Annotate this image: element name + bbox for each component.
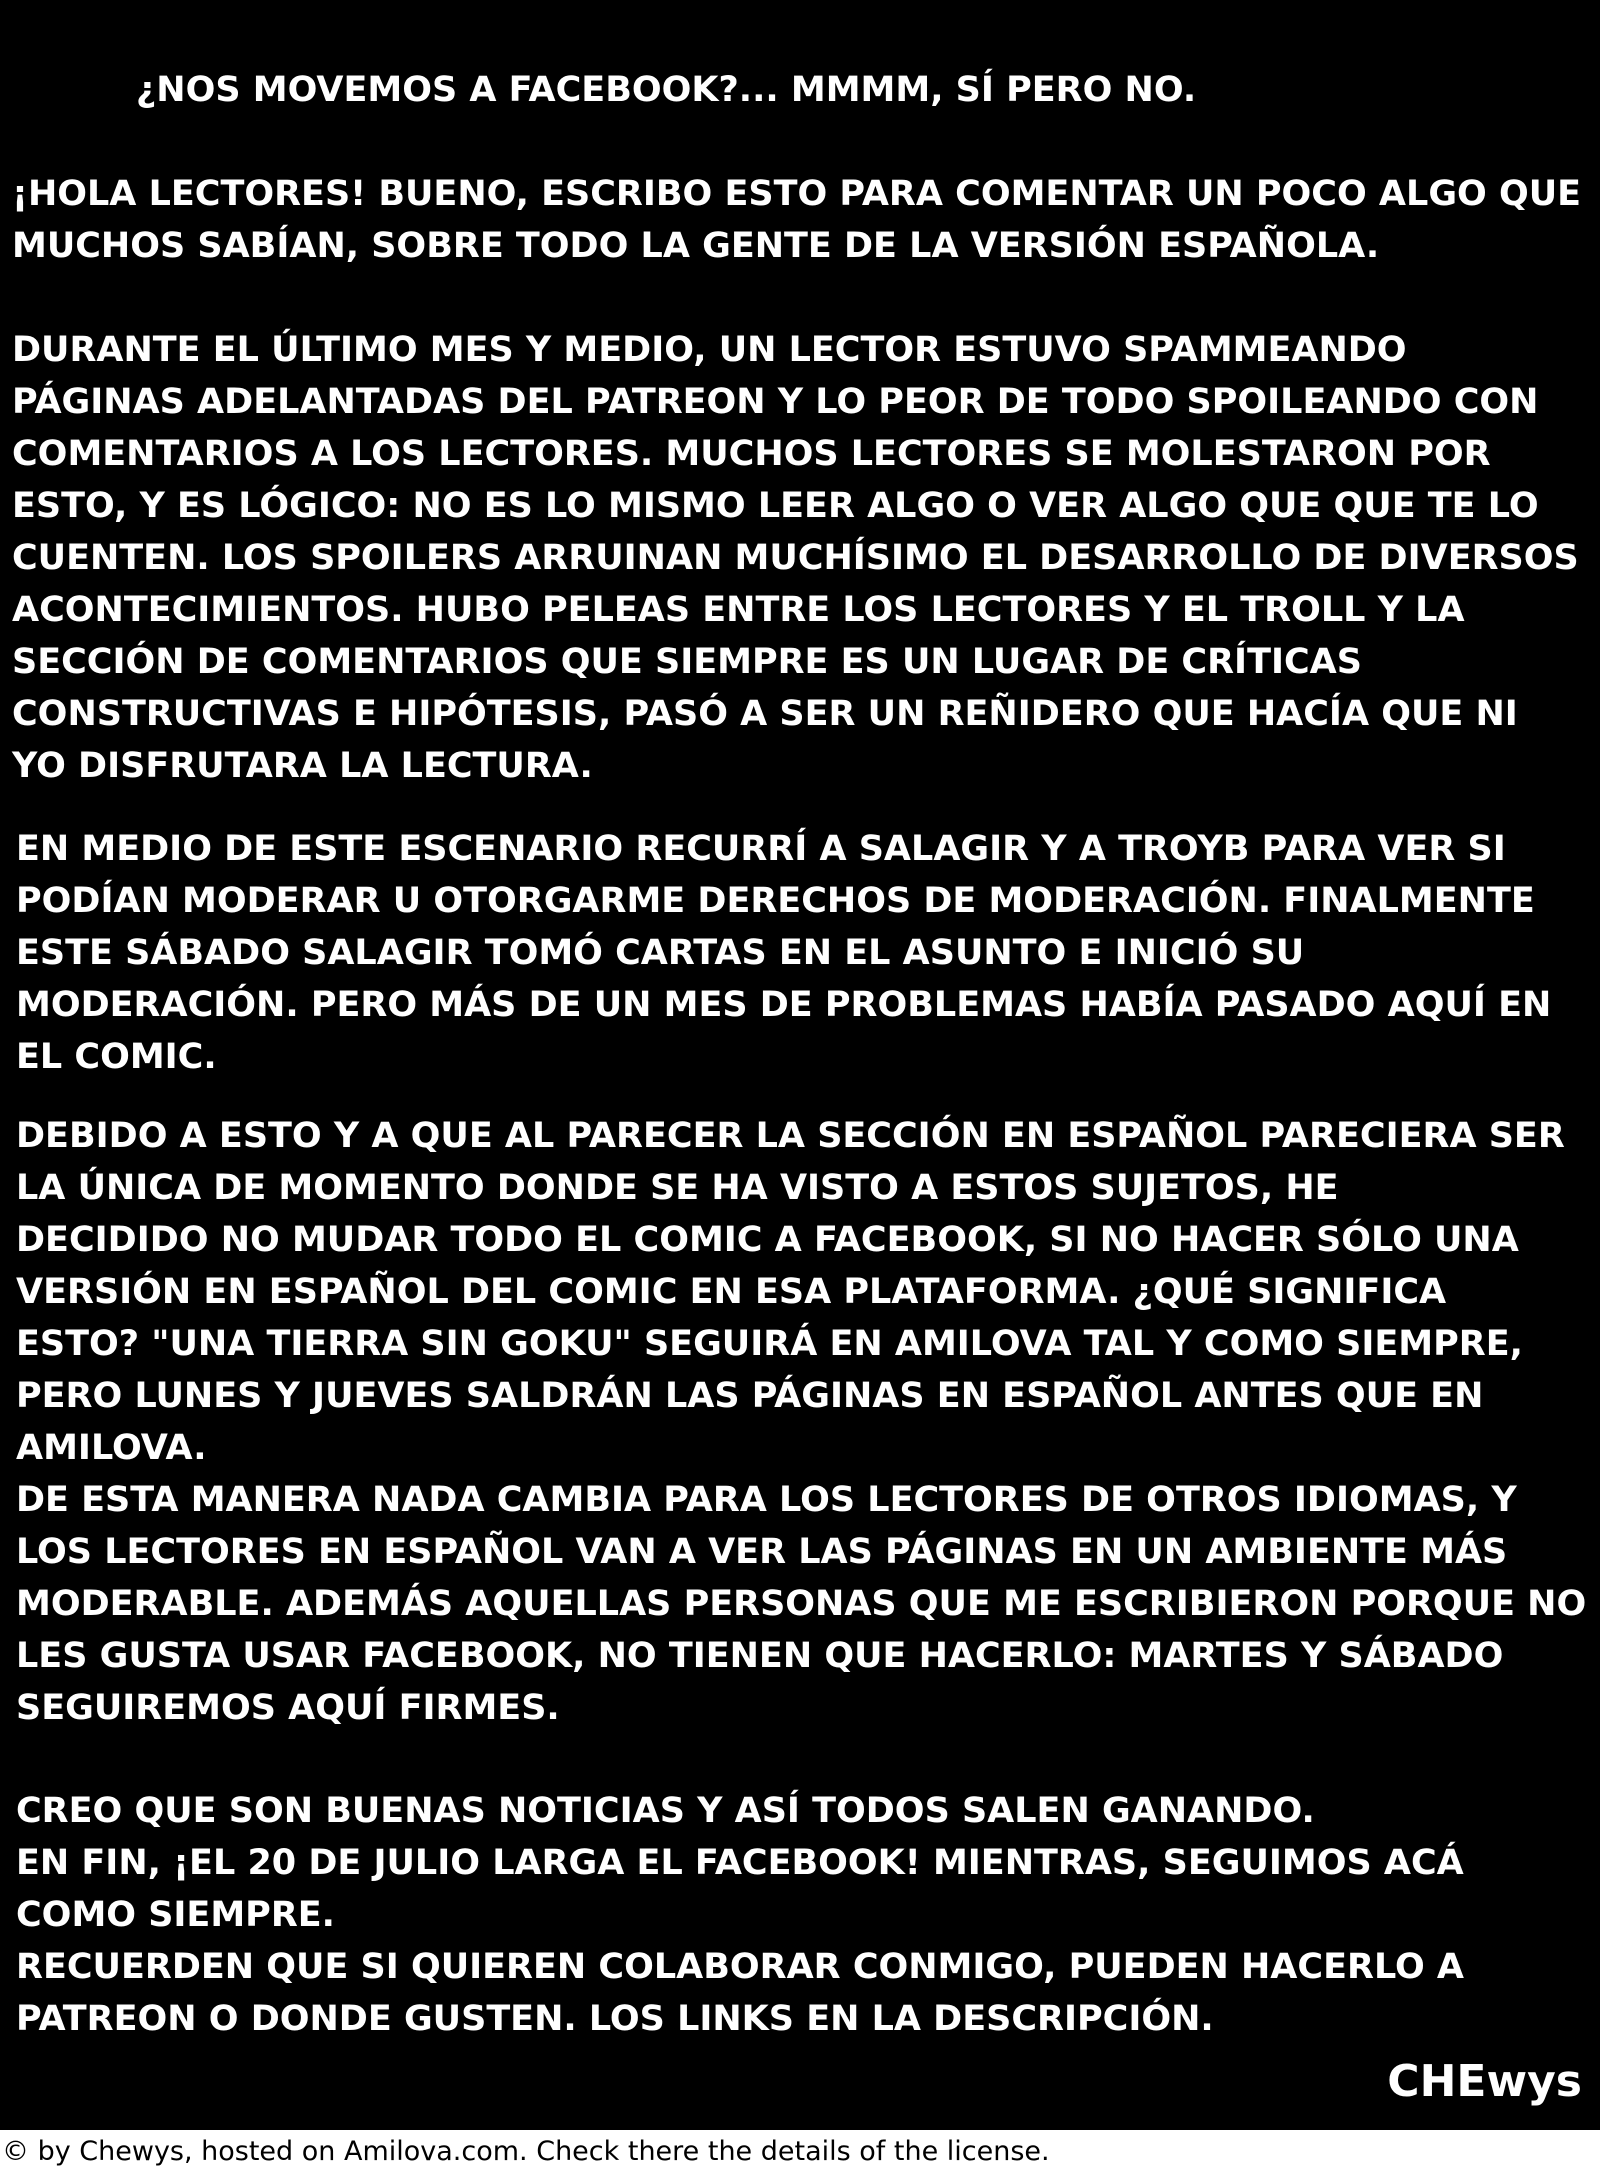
text-line: CREO QUE SON BUENAS NOTICIAS Y ASÍ TODOS SALEN GANANDO. <box>16 1791 1315 1831</box>
text-line: ¡HOLA LECTORES! BUENO, ESCRIBO ESTO PARA COMENTAR UN POCO ALGO QUE <box>12 174 1582 214</box>
text-line: CONSTRUCTIVAS E HIPÓTESIS, PASÓ A SER UN REÑIDERO QUE HACÍA QUE NI <box>12 694 1518 734</box>
text-line: LA ÚNICA DE MOMENTO DONDE SE HA VISTO A ESTOS SUJETOS, HE <box>16 1168 1339 1208</box>
text-line: MODERABLE. ADEMÁS AQUELLAS PERSONAS QUE ME ESCRIBIERON PORQUE NO <box>16 1584 1587 1624</box>
text-line: EL COMIC. <box>16 1037 217 1077</box>
text-line: MUCHOS SABÍAN, SOBRE TODO LA GENTE DE LA VERSIÓN ESPAÑOLA. <box>12 226 1380 266</box>
text-line: AMILOVA. <box>16 1428 207 1468</box>
text-line: DEBIDO A ESTO Y A QUE AL PARECER LA SECCIÓN EN ESPAÑOL PARECIERA SER <box>16 1116 1565 1156</box>
text-line: DE ESTA MANERA NADA CAMBIA PARA LOS LECTORES DE OTROS IDIOMAS, Y <box>16 1480 1517 1520</box>
text-line: SECCIÓN DE COMENTARIOS QUE SIEMPRE ES UN LUGAR DE CRÍTICAS <box>12 642 1362 682</box>
text-line: EN FIN, ¡EL 20 DE JULIO LARGA EL FACEBOOK! MIENTRAS, SEGUIMOS ACÁ <box>16 1843 1464 1883</box>
text-line: ESTE SÁBADO SALAGIR TOMÓ CARTAS EN EL ASUNTO E INICIÓ SU <box>16 933 1305 973</box>
text-line: DECIDIDO NO MUDAR TODO EL COMIC A FACEBOOK, SI NO HACER SÓLO UNA <box>16 1220 1519 1260</box>
text-line: YO DISFRUTARA LA LECTURA. <box>12 746 593 786</box>
text-line: PERO LUNES Y JUEVES SALDRÁN LAS PÁGINAS EN ESPAÑOL ANTES QUE EN <box>16 1376 1484 1416</box>
text-line: MODERACIÓN. PERO MÁS DE UN MES DE PROBLEMAS HABÍA PASADO AQUÍ EN <box>16 985 1552 1025</box>
text-line: LOS LECTORES EN ESPAÑOL VAN A VER LAS PÁGINAS EN UN AMBIENTE MÁS <box>16 1532 1508 1572</box>
text-line: RECUERDEN QUE SI QUIEREN COLABORAR CONMIGO, PUEDEN HACERLO A <box>16 1947 1465 1987</box>
text-line: PÁGINAS ADELANTADAS DEL PATREON Y LO PEOR DE TODO SPOILEANDO CON <box>12 382 1539 422</box>
text-line: PODÍAN MODERAR U OTORGARME DERECHOS DE MODERACIÓN. FINALMENTE <box>16 881 1535 921</box>
license-text: © by Chewys, hosted on Amilova.com. Check there the details of the license. <box>2 2136 1050 2167</box>
text-line: VERSIÓN EN ESPAÑOL DEL COMIC EN ESA PLATAFORMA. ¿QUÉ SIGNIFICA <box>16 1272 1447 1312</box>
text-line: COMO SIEMPRE. <box>16 1895 335 1935</box>
text-line: LES GUSTA USAR FACEBOOK, NO TIENEN QUE HACERLO: MARTES Y SÁBADO <box>16 1636 1504 1676</box>
author-signature: CHEwys <box>1387 2056 1582 2107</box>
text-line: COMENTARIOS A LOS LECTORES. MUCHOS LECTORES SE MOLESTARON POR <box>12 434 1491 474</box>
page-title: ¿NOS MOVEMOS A FACEBOOK?... MMMM, SÍ PERO NO. <box>136 70 1197 110</box>
text-line: ESTO? "UNA TIERRA SIN GOKU" SEGUIRÁ EN AMILOVA TAL Y COMO SIEMPRE, <box>16 1324 1523 1364</box>
text-line: DURANTE EL ÚLTIMO MES Y MEDIO, UN LECTOR ESTUVO SPAMMEANDO <box>12 330 1407 370</box>
text-line: PATREON O DONDE GUSTEN. LOS LINKS EN LA DESCRIPCIÓN. <box>16 1999 1214 2039</box>
text-line: SEGUIREMOS AQUÍ FIRMES. <box>16 1688 560 1728</box>
text-line: EN MEDIO DE ESTE ESCENARIO RECURRÍ A SALAGIR Y A TROYB PARA VER SI <box>16 829 1506 869</box>
license-footer <box>0 2130 1600 2173</box>
text-line: ESTO, Y ES LÓGICO: NO ES LO MISMO LEER ALGO O VER ALGO QUE QUE TE LO <box>12 486 1539 526</box>
text-line: ACONTECIMIENTOS. HUBO PELEAS ENTRE LOS LECTORES Y EL TROLL Y LA <box>12 590 1465 630</box>
text-line: CUENTEN. LOS SPOILERS ARRUINAN MUCHÍSIMO EL DESARROLLO DE DIVERSOS <box>12 538 1579 578</box>
